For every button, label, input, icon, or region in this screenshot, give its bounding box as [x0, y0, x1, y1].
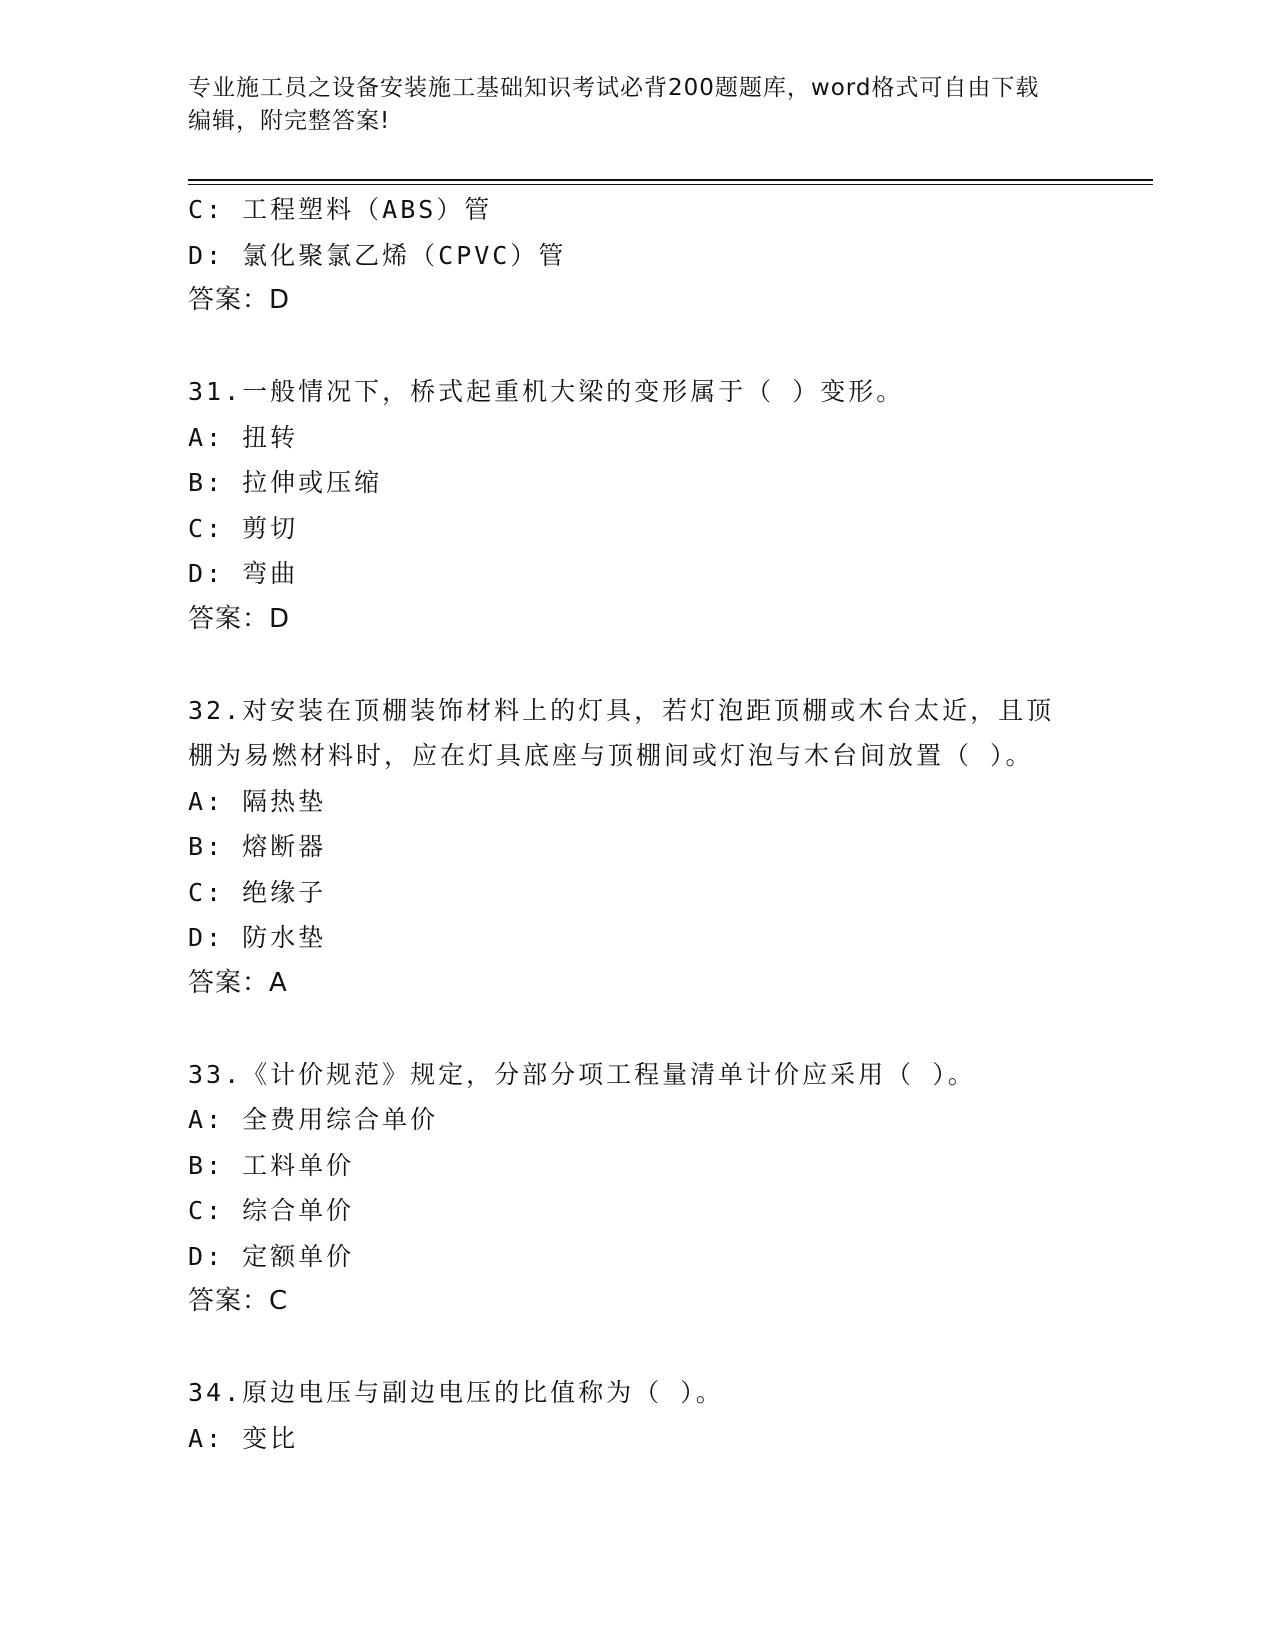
question-32-stem-line-2: 棚为易燃材料时，应在灯具底座与顶棚间或灯泡与木台间放置（ ）。 [188, 741, 1034, 770]
answer-line: 答案：D [188, 285, 291, 315]
header-divider-thin [188, 184, 1153, 185]
header-divider-thick [188, 179, 1153, 181]
question-33-answer: 答案：C [188, 1286, 289, 1316]
spacer [188, 324, 1108, 370]
question-31-option-c: C: 剪切 [188, 513, 299, 543]
question-34-option-a: A: 变比 [188, 1423, 299, 1453]
question-33-stem: 33.《计价规范》规定，分部分项工程量清单计价应采用（ ）。 [188, 1059, 976, 1089]
question-31-option-d: D: 弯曲 [188, 559, 299, 588]
document-header [188, 72, 1088, 138]
question-32-option-d: D: 防水垫 [188, 923, 327, 952]
header-line-2: 编辑，附完整答案! [188, 108, 391, 134]
question-31-answer: 答案：D [188, 603, 291, 634]
question-32-option-b: B: 熔断器 [188, 832, 327, 861]
header-line-1: 专业施工员之设备安装施工基础知识考试必背200题题库，word格式可自由下载 [188, 75, 1040, 101]
question-31-option-a: A: 扭转 [188, 422, 299, 452]
question-34-stem: 34.原边电压与副边电压的比值称为（ ）。 [188, 1378, 724, 1407]
question-32-option-c: C: 绝缘子 [188, 877, 327, 907]
question-33-option-c: C: 综合单价 [188, 1196, 355, 1225]
spacer [188, 642, 1108, 688]
question-32-stem-line-1: 32.对安装在顶棚装饰材料上的灯具，若灯泡距顶棚或木台太近，且顶 [188, 695, 1055, 725]
question-list [188, 187, 1108, 1461]
question-32-answer: 答案：A [188, 967, 288, 998]
question-31-option-b: B: 拉伸或压缩 [188, 468, 383, 497]
question-33-option-d: D: 定额单价 [188, 1241, 355, 1271]
option-c: C: 工程塑料（ABS）管 [188, 195, 493, 224]
option-d: D: 氯化聚氯乙烯（CPVC）管 [188, 240, 567, 270]
question-33-option-a: A: 全费用综合单价 [188, 1105, 439, 1134]
question-33-option-b: B: 工料单价 [188, 1150, 355, 1180]
question-31-stem: 31.一般情况下，桥式起重机大梁的变形属于（ ）变形。 [188, 377, 905, 406]
spacer [188, 1006, 1108, 1052]
spacer [188, 1325, 1108, 1371]
question-32-option-a: A: 隔热垫 [188, 786, 327, 816]
